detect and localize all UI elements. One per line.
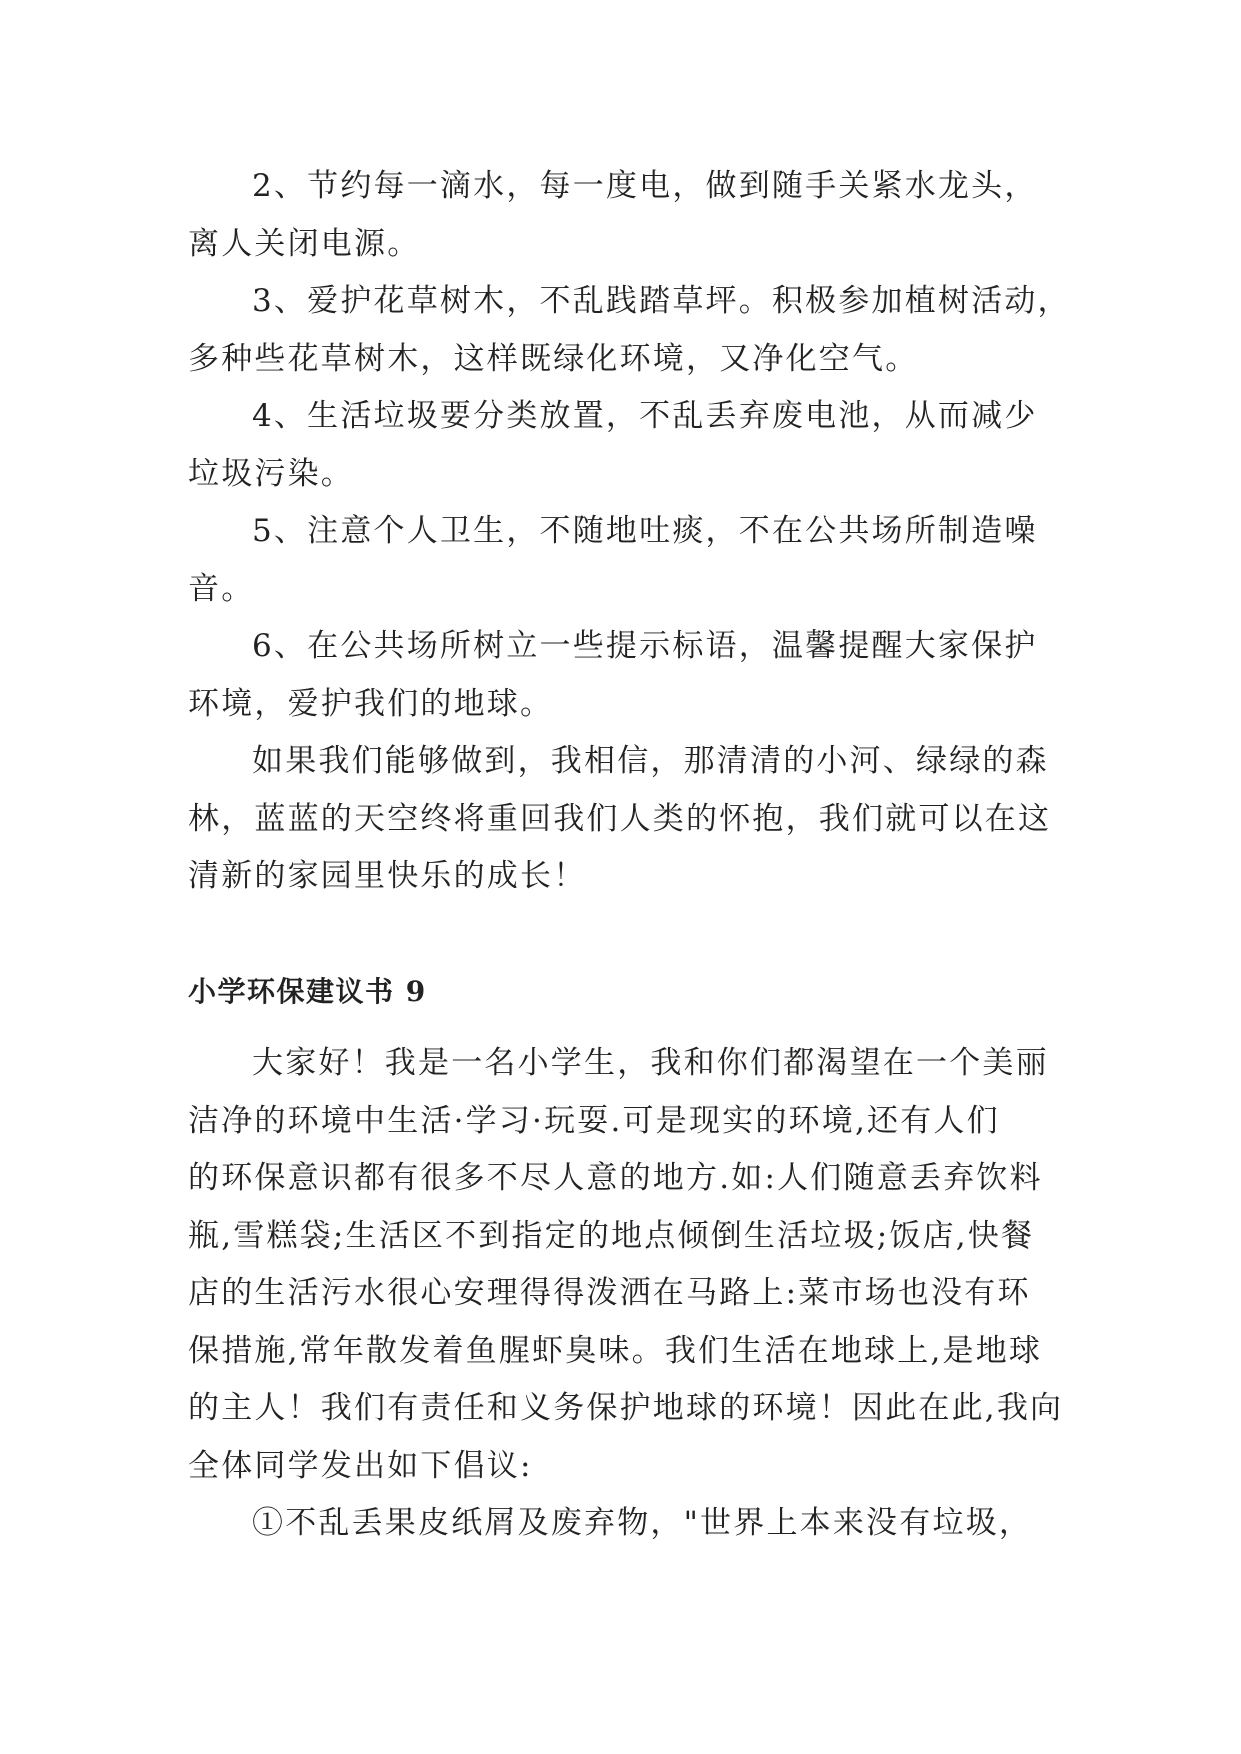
proposal-letter-body [188, 1035, 1064, 1553]
paragraph-line: 的环保意识都有很多不尽人意的地方.如:人们随意丢弃饮料 [188, 1160, 1043, 1196]
paragraph-line: 清新的家园里快乐的成长！ [188, 858, 587, 894]
paragraph-line: 如果我们能够做到，我相信，那清清的小河、绿绿的森 [252, 743, 1049, 779]
paragraph-line: 多种些花草树木，这样既绿化环境，又净化空气。 [188, 340, 919, 377]
paragraph-line: ①不乱丢果皮纸屑及废弃物，"世界上本来没有垃圾， [252, 1505, 1033, 1541]
section-title: 小学环保建议书 9 [188, 975, 427, 1008]
paragraph-line: 大家好！我是一名小学生，我和你们都渴望在一个美丽 [252, 1045, 1049, 1081]
paragraph-line: 离人关闭电源。 [188, 225, 421, 262]
proposal-list-continued [188, 158, 1071, 906]
paragraph-line: 环境，爱护我们的地球。 [188, 685, 554, 722]
paragraph-line: 6、在公共场所树立一些提示标语，温馨提醒大家保护 [252, 628, 1038, 664]
paragraph-line: 店的生活污水很心安理得得泼洒在马路上:菜市场也没有环 [188, 1275, 1031, 1311]
paragraph-line: 的主人！我们有责任和义务保护地球的环境！因此在此,我向 [188, 1390, 1064, 1426]
paragraph-line: 瓶,雪糕袋;生活区不到指定的地点倾倒生活垃圾;饭店,快餐 [188, 1217, 1035, 1254]
paragraph-line: 2、节约每一滴水，每一度电，做到随手关紧水龙头， [252, 168, 1038, 204]
paragraph-line: 林，蓝蓝的天空终将重回我们人类的怀抱，我们就可以在这 [188, 800, 1052, 837]
paragraph-line: 3、爱护花草树木，不乱践踏草坪。积极参加植树活动， [252, 283, 1071, 319]
paragraph-line: 洁净的环境中生活·学习·玩耍.可是现实的环境,还有人们 [188, 1102, 1000, 1139]
paragraph-line: 全体同学发出如下倡议: [188, 1447, 533, 1484]
paragraph-line: 5、注意个人卫生，不随地吐痰，不在公共场所制造噪 [252, 513, 1038, 549]
paragraph-line: 垃圾污染。 [188, 455, 354, 492]
paragraph-line: 音。 [188, 570, 255, 607]
paragraph-line: 保措施,常年散发着鱼腥虾臭味。我们生活在地球上,是地球 [188, 1332, 1043, 1369]
paragraph-line: 4、生活垃圾要分类放置，不乱丢弃废电池，从而减少 [252, 398, 1038, 434]
